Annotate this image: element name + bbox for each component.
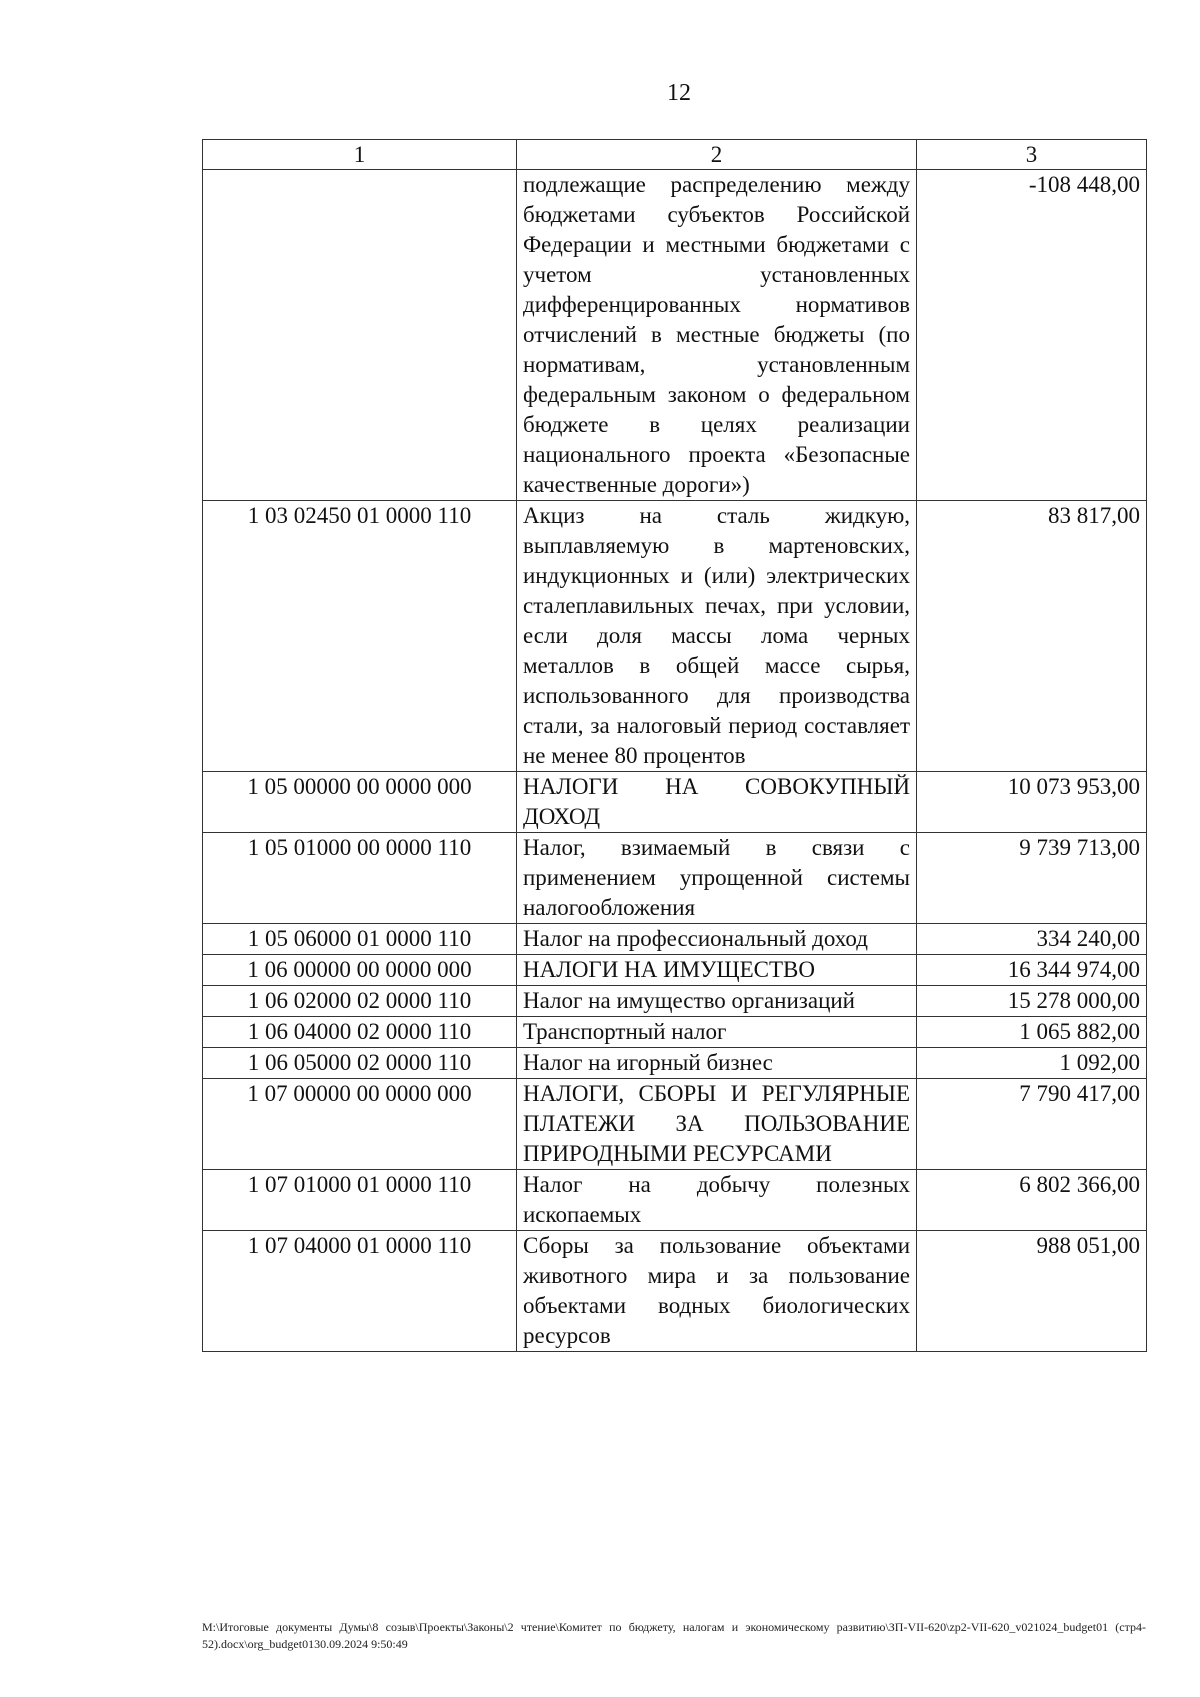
- revenue-amount: 83 817,00: [917, 501, 1147, 772]
- revenue-amount: 1 092,00: [917, 1048, 1147, 1079]
- page-number: 12: [667, 80, 691, 106]
- revenue-code: 1 06 05000 02 0000 110: [203, 1048, 517, 1079]
- table-header-row: [203, 140, 1147, 170]
- revenue-code: 1 06 00000 00 0000 000: [203, 955, 517, 986]
- revenue-name: подлежащие распределению между бюджетами субъектов Российской Федерации и местными бюджетами с учетом установленных дифференцированных нормативов отчислений в местные бюджеты (по нормативам, установленным федеральным законом о федеральном бюджете в целях реализации национального проекта «Безопасные качественные дороги»): [517, 170, 917, 501]
- table-row: [203, 1079, 1147, 1170]
- revenue-amount: 7 790 417,00: [917, 1079, 1147, 1170]
- table-row: [203, 1170, 1147, 1231]
- revenue-name: Налог, взимаемый в связи с применением упрощенной системы налогообложения: [517, 833, 917, 924]
- revenue-name: Налог на имущество организаций: [517, 986, 917, 1017]
- budget-table: [202, 139, 1147, 1352]
- revenue-name: НАЛОГИ НА ИМУЩЕСТВО: [517, 955, 917, 986]
- revenue-code: 1 05 00000 00 0000 000: [203, 772, 517, 833]
- column-header: 3: [917, 140, 1147, 170]
- revenue-code: 1 06 04000 02 0000 110: [203, 1017, 517, 1048]
- revenue-code: 1 07 04000 01 0000 110: [203, 1231, 517, 1352]
- revenue-name: Налог на игорный бизнес: [517, 1048, 917, 1079]
- revenue-name: НАЛОГИ НА СОВОКУПНЫЙ ДОХОД: [517, 772, 917, 833]
- table-row: [203, 772, 1147, 833]
- revenue-name: Налог на добычу полезных ископаемых: [517, 1170, 917, 1231]
- table-row: [203, 833, 1147, 924]
- revenue-name: Транспортный налог: [517, 1017, 917, 1048]
- table-row: [203, 955, 1147, 986]
- revenue-code: 1 05 06000 01 0000 110: [203, 924, 517, 955]
- file-path-footer: М:\Итоговые документы Думы\8 созыв\Проекты\Законы\2 чтение\Комитет по бюджету, налогам и экономическому развитию\ЗП-VII-620\zp2-VII-620_v021024_budget01 (стр4-52).docx\org_budget0130.09.2024 9:50:49: [202, 1620, 1146, 1651]
- revenue-code: 1 03 02450 01 0000 110: [203, 501, 517, 772]
- table-row: [203, 1231, 1147, 1352]
- column-header: 2: [517, 140, 917, 170]
- column-header: 1: [203, 140, 517, 170]
- revenue-code: [203, 170, 517, 501]
- revenue-name: Сборы за пользование объектами животного мира и за пользование объектами водных биологических ресурсов: [517, 1231, 917, 1352]
- revenue-amount: 15 278 000,00: [917, 986, 1147, 1017]
- revenue-code: 1 07 00000 00 0000 000: [203, 1079, 517, 1170]
- revenue-amount: 10 073 953,00: [917, 772, 1147, 833]
- table-row: [203, 501, 1147, 772]
- table-row: [203, 170, 1147, 501]
- table-row: [203, 924, 1147, 955]
- revenue-name: Акциз на сталь жидкую, выплавляемую в мартеновских, индукционных и (или) электрических сталеплавильных печах, при условии, если доля массы лома черных металлов в общей массе сырья, использованного для производства стали, за налоговый период составляет не менее 80 процентов: [517, 501, 917, 772]
- revenue-amount: 9 739 713,00: [917, 833, 1147, 924]
- revenue-amount: 16 344 974,00: [917, 955, 1147, 986]
- revenue-code: 1 06 02000 02 0000 110: [203, 986, 517, 1017]
- revenue-amount: 334 240,00: [917, 924, 1147, 955]
- revenue-code: 1 07 01000 01 0000 110: [203, 1170, 517, 1231]
- revenue-code: 1 05 01000 00 0000 110: [203, 833, 517, 924]
- revenue-name: Налог на профессиональный доход: [517, 924, 917, 955]
- revenue-amount: 1 065 882,00: [917, 1017, 1147, 1048]
- table-row: [203, 1017, 1147, 1048]
- revenue-amount: 6 802 366,00: [917, 1170, 1147, 1231]
- table-row: [203, 1048, 1147, 1079]
- revenue-amount: 988 051,00: [917, 1231, 1147, 1352]
- revenue-name: НАЛОГИ, СБОРЫ И РЕГУЛЯРНЫЕ ПЛАТЕЖИ ЗА ПОЛЬЗОВАНИЕ ПРИРОДНЫМИ РЕСУРСАМИ: [517, 1079, 917, 1170]
- revenue-amount: -108 448,00: [917, 170, 1147, 501]
- table-row: [203, 986, 1147, 1017]
